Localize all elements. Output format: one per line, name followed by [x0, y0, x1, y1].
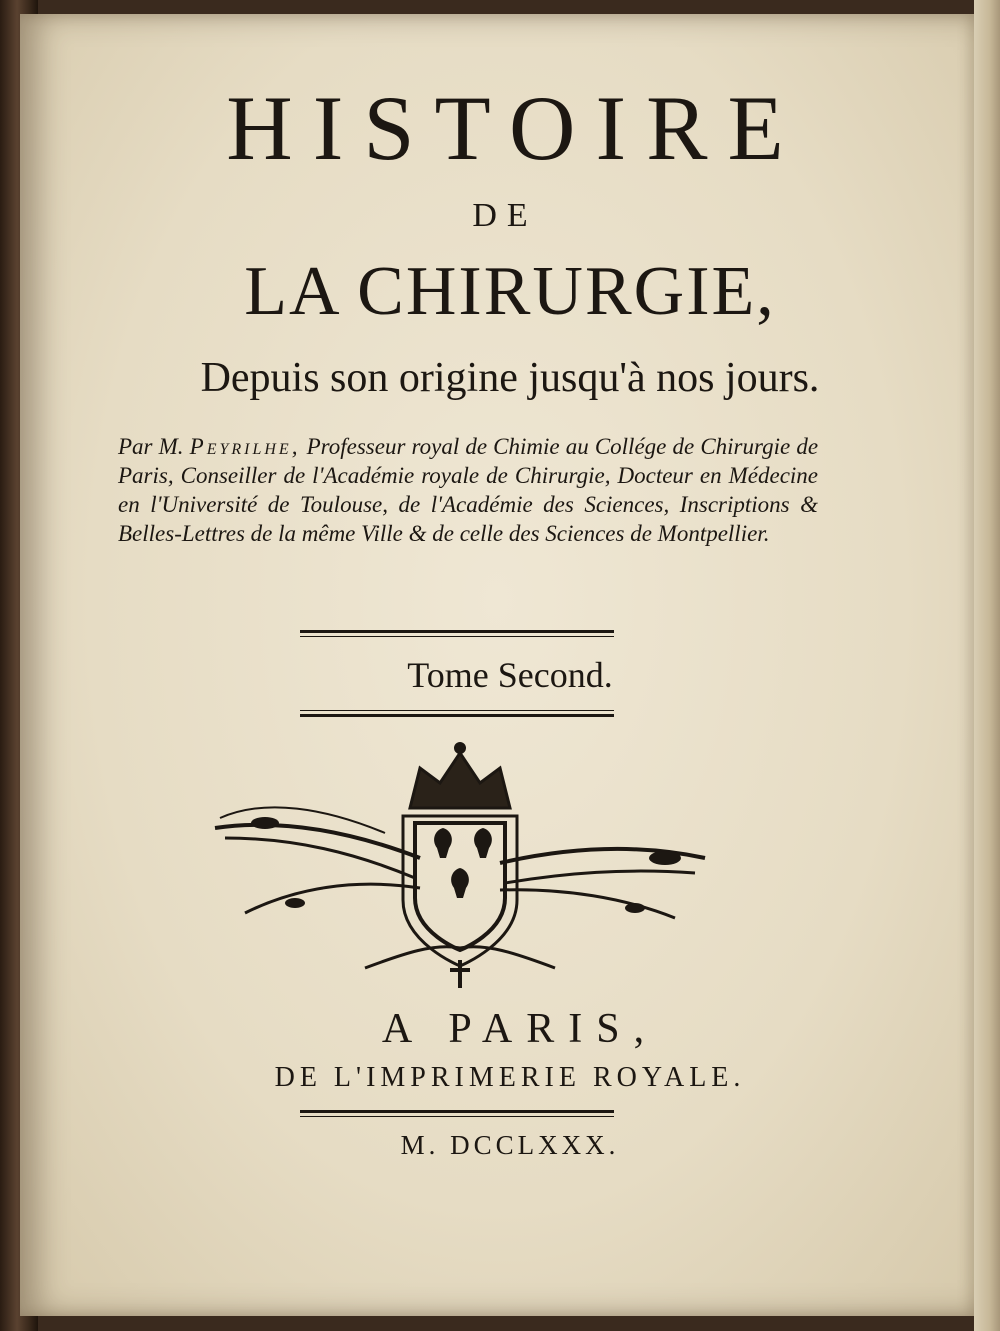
- author-line: de Chirurgie de Paris, Conseiller de l'Académie royale de: [118, 434, 819, 488]
- title-subject: LA CHIRURGIE,: [244, 253, 776, 330]
- rule-above-date: [300, 1110, 614, 1117]
- imprint-date: M. DCCLXXX.: [400, 1130, 620, 1160]
- imprint-printer: DE L'IMPRIMERIE ROYALE.: [274, 1062, 746, 1093]
- royal-arms-icon: [205, 738, 715, 998]
- rule-above-volume: [300, 630, 614, 637]
- author-line: de l'Académie des Sciences, Inscriptions & Belles-Lettres de: [118, 492, 819, 546]
- subtitle: Depuis son origine jusqu'à nos jours.: [200, 355, 820, 401]
- title-connector: DE: [472, 197, 538, 234]
- author-line: Professeur royal de Chimie au Collége: [306, 434, 667, 459]
- main-title: HISTOIRE: [226, 77, 804, 179]
- author-line: Chirurgie, Docteur en Médecine en l'Université de Toulouse,: [118, 463, 819, 517]
- imprint-place: A PARIS,: [381, 1006, 659, 1052]
- author-name: Peyrilhe,: [189, 434, 301, 459]
- volume-label: Tome Second.: [407, 655, 613, 695]
- author-line: la même Ville & de celle des Sciences de Montpellier.: [278, 521, 770, 546]
- rule-below-volume: [300, 710, 614, 717]
- author-block: [118, 432, 818, 548]
- author-prefix: Par M.: [118, 434, 184, 459]
